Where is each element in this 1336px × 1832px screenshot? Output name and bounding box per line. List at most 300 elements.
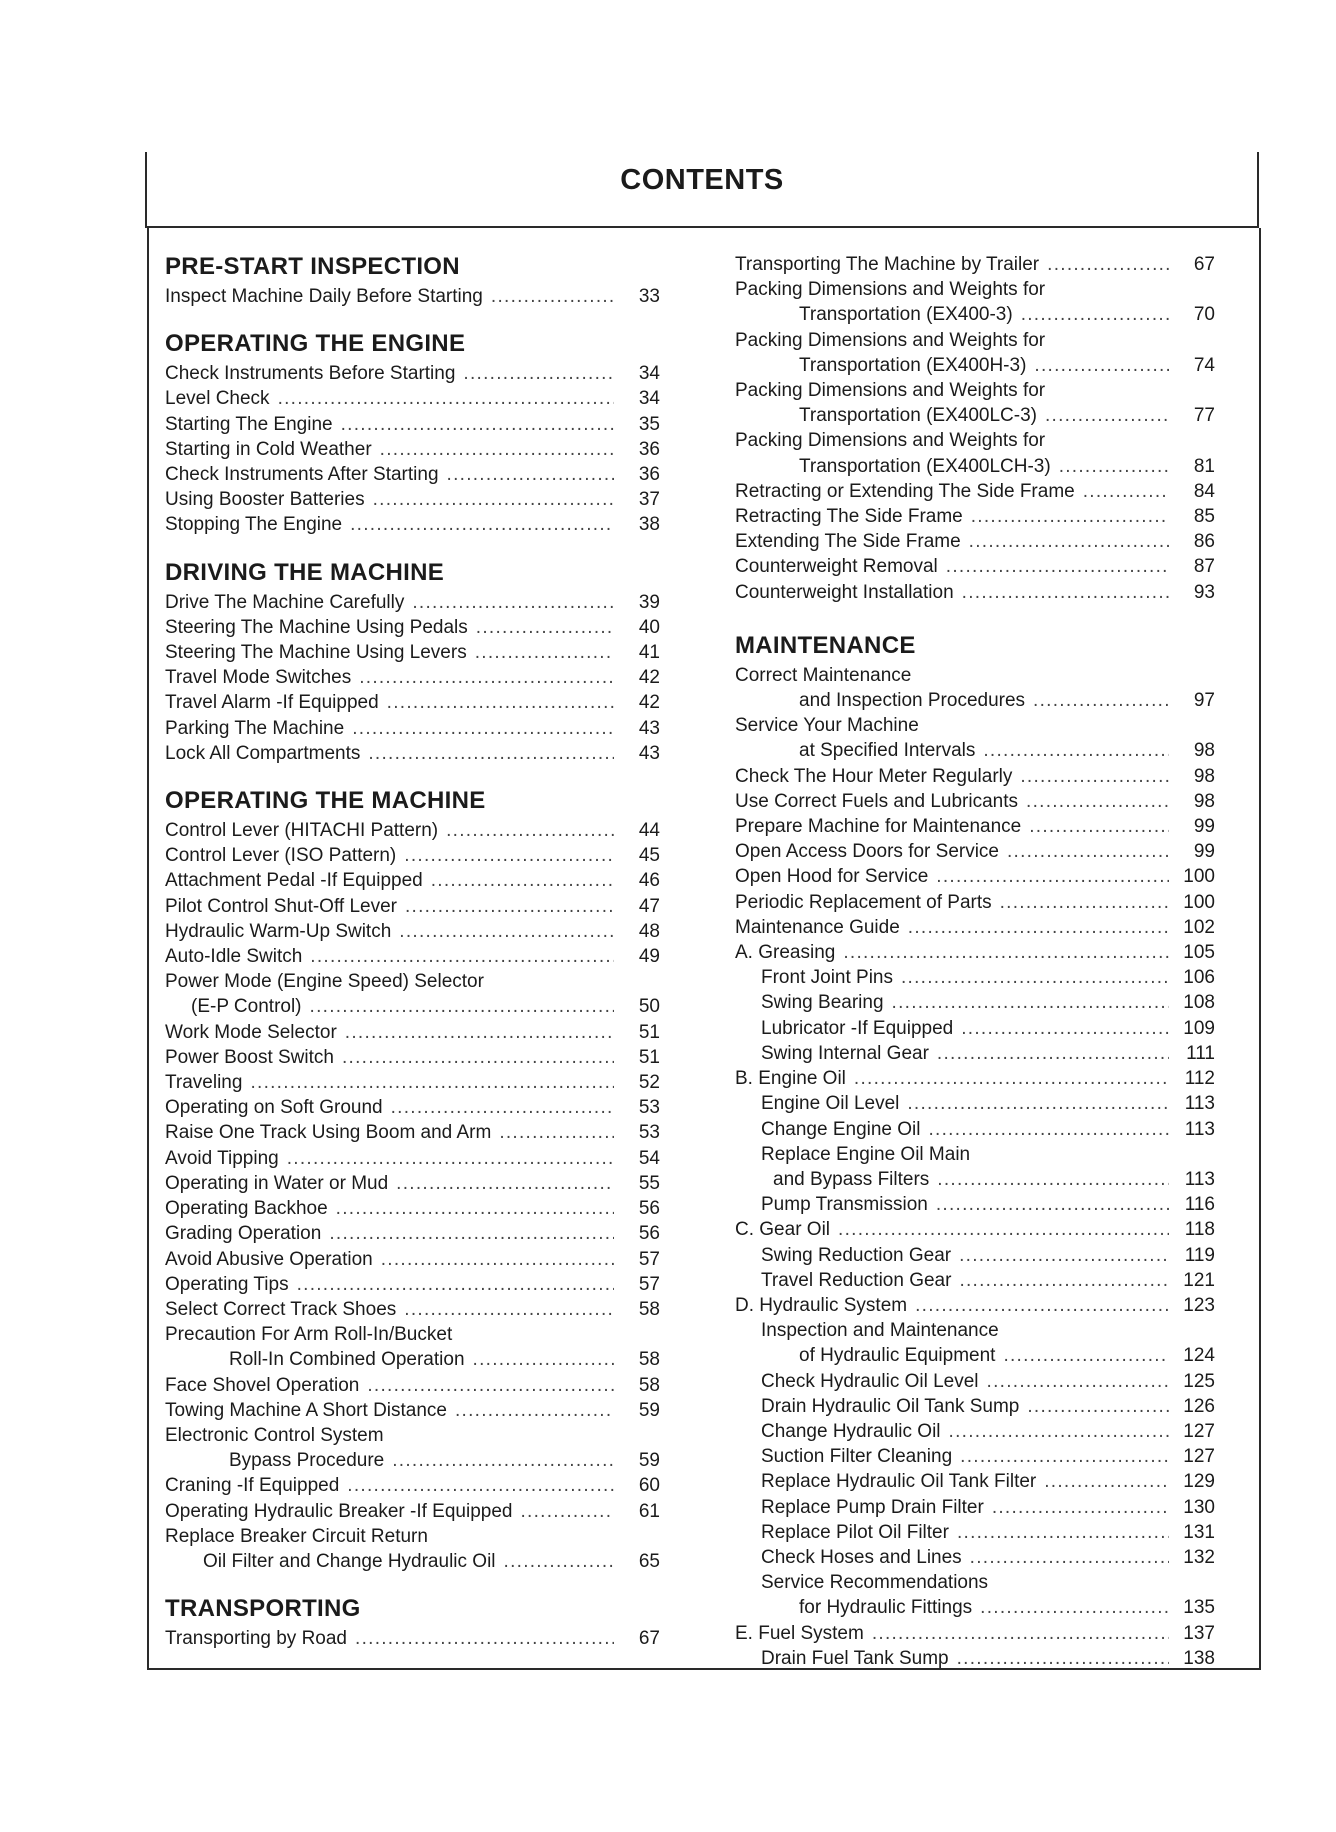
page-number: 113 (1184, 1168, 1215, 1190)
page-title: CONTENTS (620, 164, 784, 196)
entry-title: E. Fuel System (735, 1622, 864, 1644)
entry-title: Precaution For Arm Roll-In/Bucket (165, 1324, 453, 1346)
toc-entry (165, 1423, 660, 1448)
entry-title: Swing Reduction Gear (761, 1244, 952, 1266)
page-number: 126 (1183, 1395, 1215, 1417)
toc-entry (165, 1070, 660, 1095)
entry-title: Change Engine Oil (761, 1118, 921, 1140)
page-number: 137 (1183, 1622, 1215, 1644)
toc-entry (735, 428, 1215, 453)
toc-entry (165, 1373, 660, 1398)
entry-title: Operating on Soft Ground (165, 1097, 383, 1119)
entry-title: Drain Hydraulic Oil Tank Sump (761, 1395, 1020, 1417)
dot-leader (334, 1045, 614, 1070)
entry-title: Control Lever (HITACHI Pattern) (165, 820, 439, 842)
toc-entry (735, 1419, 1215, 1444)
entry-title: Prepare Machine for Maintenance (735, 816, 1022, 838)
toc-entry (735, 252, 1215, 277)
toc-entry (735, 504, 1215, 529)
dot-leader (342, 512, 614, 537)
toc-section (165, 786, 660, 1574)
toc-entry (735, 1394, 1215, 1419)
toc-entry (735, 302, 1215, 327)
dot-leader (383, 1095, 614, 1120)
section-heading: MAINTENANCE (735, 631, 916, 659)
toc-entry (735, 1646, 1215, 1671)
dot-leader (344, 716, 614, 741)
entry-title: Check Instruments After Starting (165, 464, 439, 486)
section-heading: OPERATING THE ENGINE (165, 330, 466, 358)
page-number: 43 (638, 717, 660, 739)
entry-title: Using Booster Batteries (165, 489, 365, 511)
toc-entry (165, 487, 660, 512)
entry-title: Roll-In Combined Operation (229, 1349, 465, 1371)
page-number: 60 (638, 1475, 660, 1497)
page-number: 48 (638, 920, 660, 942)
dot-leader (921, 1117, 1170, 1142)
toc-entry (735, 529, 1215, 554)
dot-leader (337, 1020, 614, 1045)
toc-entry (735, 378, 1215, 403)
page-number: 99 (1193, 841, 1215, 863)
entry-title: Work Mode Selector (165, 1021, 337, 1043)
entry-title: Starting in Cold Weather (165, 438, 372, 460)
toc-entry (735, 1293, 1215, 1318)
entry-title: Replace Pump Drain Filter (761, 1496, 984, 1518)
entry-title: Steering The Machine Using Pedals (165, 616, 468, 638)
page-number: 52 (638, 1072, 660, 1094)
page-number: 113 (1184, 1118, 1215, 1140)
toc-entry (735, 1318, 1215, 1343)
page-number: 113 (1184, 1093, 1215, 1115)
entry-title: Lock All Compartments (165, 742, 361, 764)
dot-leader (391, 919, 614, 944)
page-number: 34 (638, 388, 660, 410)
dot-leader (339, 1473, 614, 1498)
toc-entry (735, 454, 1215, 479)
page-number: 51 (638, 1046, 660, 1068)
entry-title: Retracting or Extending The Side Frame (735, 480, 1075, 502)
dot-leader (347, 1626, 614, 1651)
page-number: 93 (1193, 581, 1215, 603)
toc-section (165, 1594, 660, 1651)
dot-leader (1025, 688, 1169, 713)
entry-title: Maintenance Guide (735, 916, 900, 938)
toc-entry (735, 814, 1215, 839)
dot-leader (893, 965, 1169, 990)
entry-title: Towing Machine A Short Distance (165, 1399, 447, 1421)
toc-entry (165, 690, 660, 715)
page-number: 123 (1183, 1294, 1215, 1316)
dot-leader (961, 529, 1169, 554)
entry-title: Starting The Engine (165, 413, 333, 435)
toc-entry (735, 1595, 1215, 1620)
page-number: 51 (638, 1021, 660, 1043)
toc-entry (735, 403, 1215, 428)
dot-leader (929, 1167, 1169, 1192)
dot-leader (1019, 1394, 1169, 1419)
page-number: 38 (638, 514, 660, 536)
entry-title: Craning -If Equipped (165, 1475, 340, 1497)
toc-entry (165, 361, 660, 386)
dot-leader (302, 994, 614, 1019)
dot-leader (333, 412, 614, 437)
entry-title: Extending The Side Frame (735, 531, 961, 553)
toc-entry (165, 1196, 660, 1221)
page-number: 70 (1193, 304, 1215, 326)
entry-title: Transportation (EX400LC-3) (799, 405, 1037, 427)
toc-section (165, 252, 660, 309)
dot-leader (941, 1419, 1169, 1444)
toc-entry (165, 512, 660, 537)
toc-entry (165, 843, 660, 868)
dot-leader (365, 487, 614, 512)
toc-entry (735, 1066, 1215, 1091)
section-heading: PRE-START INSPECTION (165, 253, 460, 280)
page-number: 67 (638, 1628, 660, 1650)
entry-title: Electronic Control System (165, 1424, 384, 1446)
entry-title: A. Greasing (735, 942, 836, 964)
page-number: 59 (638, 1450, 660, 1472)
dot-leader (929, 1041, 1169, 1066)
dot-leader (289, 1272, 614, 1297)
page-number: 108 (1183, 992, 1215, 1014)
dot-leader (999, 839, 1169, 864)
dot-leader (372, 437, 614, 462)
dot-leader (467, 640, 614, 665)
toc-entry (735, 940, 1215, 965)
entry-title: Retracting The Side Frame (735, 506, 963, 528)
toc-section (165, 558, 660, 766)
dot-leader (1036, 1469, 1169, 1494)
page-number: 57 (638, 1248, 660, 1270)
toc-entry (165, 640, 660, 665)
toc-entry (735, 990, 1215, 1015)
dot-leader (1018, 789, 1169, 814)
page-number: 98 (1193, 765, 1215, 787)
dot-leader (992, 890, 1169, 915)
dot-leader (975, 738, 1169, 763)
page-number: 135 (1183, 1597, 1215, 1619)
dot-leader (1037, 403, 1169, 428)
page-number: 37 (638, 489, 660, 511)
page-number: 81 (1193, 455, 1215, 477)
entry-title: Transporting by Road (165, 1628, 348, 1650)
page-number: 49 (638, 946, 660, 968)
toc-entry (165, 994, 660, 1019)
entry-title: Counterweight Installation (735, 581, 954, 603)
dot-leader (963, 504, 1169, 529)
page-number: 35 (638, 413, 660, 435)
page-number: 74 (1193, 354, 1215, 376)
toc-section (165, 329, 660, 537)
entry-title: Travel Reduction Gear (761, 1269, 952, 1291)
entry-title: Oil Filter and Change Hydraulic Oil (203, 1550, 496, 1572)
entry-title: Parking The Machine (165, 717, 345, 739)
entry-title: Grading Operation (165, 1223, 322, 1245)
toc-entry (165, 741, 660, 766)
dot-leader (396, 843, 614, 868)
entry-title: Operating in Water or Mud (165, 1172, 389, 1194)
page-number: 47 (638, 895, 660, 917)
dot-leader (455, 361, 614, 386)
entry-title: Lubricator -If Equipped (761, 1017, 954, 1039)
dot-leader (397, 894, 614, 919)
toc-entry (165, 462, 660, 487)
entry-title: Front Joint Pins (761, 967, 893, 989)
page-number: 58 (638, 1374, 660, 1396)
dot-leader (447, 1398, 614, 1423)
page-number: 58 (638, 1349, 660, 1371)
dot-leader (423, 868, 614, 893)
dot-leader (972, 1595, 1169, 1620)
toc-entry (735, 1343, 1215, 1368)
contents-box (147, 228, 1261, 1670)
entry-title: Steering The Machine Using Levers (165, 642, 467, 664)
page-number: 124 (1183, 1345, 1215, 1367)
toc-entry (165, 1322, 660, 1347)
toc-entry (735, 1167, 1215, 1192)
toc-entry (165, 868, 660, 893)
toc-entry (735, 789, 1215, 814)
toc-entry (735, 1142, 1215, 1167)
toc-entry (165, 1448, 660, 1473)
toc-entry (735, 1444, 1215, 1469)
toc-entry (165, 1272, 660, 1297)
right-column (735, 252, 1215, 1691)
dot-leader (1012, 764, 1169, 789)
toc-entry (165, 1626, 660, 1651)
page-number: 98 (1193, 740, 1215, 762)
page-number: 53 (638, 1097, 660, 1119)
entry-title: Packing Dimensions and Weights for (735, 329, 1046, 351)
toc-entry (735, 1117, 1215, 1142)
entry-title: Open Hood for Service (735, 866, 929, 888)
entry-title: Power Boost Switch (165, 1046, 334, 1068)
page-number: 33 (638, 286, 660, 307)
toc-entry (735, 915, 1215, 940)
dot-leader (483, 284, 614, 309)
dot-leader (396, 1297, 614, 1322)
page-number: 100 (1183, 866, 1215, 888)
entry-title: Transportation (EX400-3) (799, 304, 1013, 326)
dot-leader (438, 818, 614, 843)
toc-entry (735, 479, 1215, 504)
dot-leader (1051, 454, 1169, 479)
entry-title: at Specified Intervals (799, 740, 976, 762)
page-number: 43 (638, 742, 660, 764)
entry-title: Attachment Pedal -If Equipped (165, 870, 423, 892)
entry-title: Use Correct Fuels and Lubricants (735, 790, 1019, 812)
entry-title: for Hydraulic Fittings (799, 1597, 973, 1619)
page-number: 97 (1193, 690, 1215, 712)
dot-leader (938, 554, 1169, 579)
dot-leader (1026, 353, 1169, 378)
entry-title: Swing Bearing (761, 992, 884, 1014)
dot-leader (491, 1120, 614, 1145)
toc-entry (735, 1520, 1215, 1545)
entry-title: Packing Dimensions and Weights for (735, 279, 1046, 301)
entry-title: Raise One Track Using Boom and Arm (165, 1122, 492, 1144)
toc-entry (165, 944, 660, 969)
toc-entry (735, 1091, 1215, 1116)
entry-title: Hydraulic Warm-Up Switch (165, 920, 392, 942)
toc-entry (735, 328, 1215, 353)
entry-title: Operating Tips (165, 1273, 289, 1295)
toc-entry (735, 1243, 1215, 1268)
toc-entry (735, 890, 1215, 915)
entry-title: Packing Dimensions and Weights for (735, 430, 1046, 452)
section-heading: OPERATING THE MACHINE (165, 787, 486, 815)
dot-leader (302, 944, 614, 969)
page-number: 59 (638, 1399, 660, 1421)
page-number: 86 (1193, 531, 1215, 553)
page-number: 99 (1193, 816, 1215, 838)
entry-title: Drive The Machine Carefully (165, 591, 405, 613)
page-number: 57 (638, 1273, 660, 1295)
toc-entry (735, 713, 1215, 738)
toc-entry (165, 1297, 660, 1322)
entry-title: Pilot Control Shut-Off Lever (165, 895, 397, 917)
dot-leader (951, 1268, 1169, 1293)
dot-leader (359, 1373, 614, 1398)
entry-title: Inspection and Maintenance (761, 1320, 999, 1342)
page-number: 40 (638, 616, 660, 638)
toc-section (735, 252, 1215, 605)
toc-entry (165, 1020, 660, 1045)
toc-entry (735, 1621, 1215, 1646)
dot-leader (900, 915, 1169, 940)
toc-entry (735, 277, 1215, 302)
page-number: 102 (1183, 916, 1215, 938)
dot-leader (951, 1243, 1169, 1268)
dot-leader (830, 1217, 1169, 1242)
entry-title: Service Recommendations (761, 1572, 989, 1594)
page-number: 129 (1183, 1471, 1215, 1493)
toc-entry (165, 1247, 660, 1272)
page-number: 65 (638, 1550, 660, 1572)
entry-title: Transporting The Machine by Trailer (735, 254, 1040, 275)
page-number: 77 (1193, 405, 1215, 427)
toc-entry (735, 580, 1215, 605)
toc-entry (165, 412, 660, 437)
dot-leader (496, 1549, 614, 1574)
toc-entry (165, 615, 660, 640)
entry-title: C. Gear Oil (735, 1219, 831, 1241)
page-number: 121 (1183, 1269, 1215, 1291)
dot-leader (373, 1247, 614, 1272)
dot-leader (907, 1293, 1169, 1318)
dot-leader (270, 386, 614, 411)
entry-title: Replace Breaker Circuit Return (165, 1525, 428, 1547)
entry-title: D. Hydraulic System (735, 1294, 908, 1316)
toc-entry (735, 1469, 1215, 1494)
page-number: 54 (638, 1147, 660, 1169)
toc-entry (165, 1045, 660, 1070)
entry-title: Avoid Abusive Operation (165, 1248, 373, 1270)
page-number: 127 (1183, 1446, 1215, 1468)
page-number: 112 (1184, 1068, 1215, 1090)
page-number: 55 (638, 1172, 660, 1194)
toc-entry (165, 284, 660, 309)
dot-leader (864, 1621, 1169, 1646)
page-number: 98 (1193, 790, 1215, 812)
toc-entry (165, 818, 660, 843)
toc-entry (735, 663, 1215, 688)
dot-leader (384, 1448, 614, 1473)
page-number: 119 (1184, 1244, 1215, 1266)
page-number: 85 (1193, 506, 1215, 528)
page-number: 45 (638, 845, 660, 867)
entry-title: Select Correct Track Shoes (165, 1298, 397, 1320)
page-number: 125 (1183, 1370, 1215, 1392)
dot-leader (242, 1070, 614, 1095)
dot-leader (846, 1066, 1169, 1091)
contents-header (145, 152, 1259, 228)
entry-title: Replace Hydraulic Oil Tank Filter (761, 1471, 1037, 1493)
toc-entry (165, 1120, 660, 1145)
dot-leader (995, 1343, 1169, 1368)
dot-leader (953, 1016, 1169, 1041)
entry-title: Service Your Machine (735, 715, 919, 737)
toc-entry (165, 1347, 660, 1372)
toc-entry (165, 919, 660, 944)
page-number: 127 (1183, 1420, 1215, 1442)
section-heading: TRANSPORTING (165, 1595, 361, 1623)
entry-title: Travel Mode Switches (165, 667, 352, 689)
page-number: 87 (1193, 556, 1215, 578)
page-number: 105 (1183, 942, 1215, 964)
entry-title: Replace Pilot Oil Filter (761, 1521, 949, 1543)
toc-entry (165, 386, 660, 411)
dot-leader (954, 580, 1169, 605)
toc-entry (165, 1473, 660, 1498)
page-number: 116 (1184, 1194, 1215, 1216)
page-number: 138 (1183, 1647, 1215, 1669)
entry-title: Operating Hydraulic Breaker -If Equipped (165, 1500, 513, 1522)
entry-title: Operating Backhoe (165, 1198, 328, 1220)
entry-title: and Inspection Procedures (799, 690, 1026, 712)
page-number: 34 (638, 363, 660, 385)
entry-title: Avoid Tipping (165, 1147, 279, 1169)
toc-entry (735, 764, 1215, 789)
page-number: 53 (638, 1122, 660, 1144)
toc-entry (735, 1217, 1215, 1242)
page-number: 41 (638, 642, 660, 664)
page-number: 84 (1193, 480, 1215, 502)
dot-leader (928, 1192, 1169, 1217)
dot-leader (379, 690, 614, 715)
entry-title: (E-P Control) (191, 996, 302, 1018)
dot-leader (1021, 814, 1169, 839)
entry-title: Periodic Replacement of Parts (735, 891, 992, 913)
entry-title: Open Access Doors for Service (735, 841, 999, 863)
page-number: 46 (638, 870, 660, 892)
page-number: 56 (638, 1223, 660, 1245)
page-number: 39 (638, 591, 660, 613)
toc-entry (165, 969, 660, 994)
dot-leader (439, 462, 614, 487)
dot-leader (1075, 479, 1169, 504)
section-heading: DRIVING THE MACHINE (165, 558, 445, 586)
toc-entry (165, 894, 660, 919)
dot-leader (884, 990, 1169, 1015)
entry-title: Check Instruments Before Starting (165, 363, 456, 385)
entry-title: Traveling (165, 1072, 243, 1094)
toc-entry (165, 1095, 660, 1120)
entry-title: Power Mode (Engine Speed) Selector (165, 971, 484, 993)
toc-entry (735, 554, 1215, 579)
